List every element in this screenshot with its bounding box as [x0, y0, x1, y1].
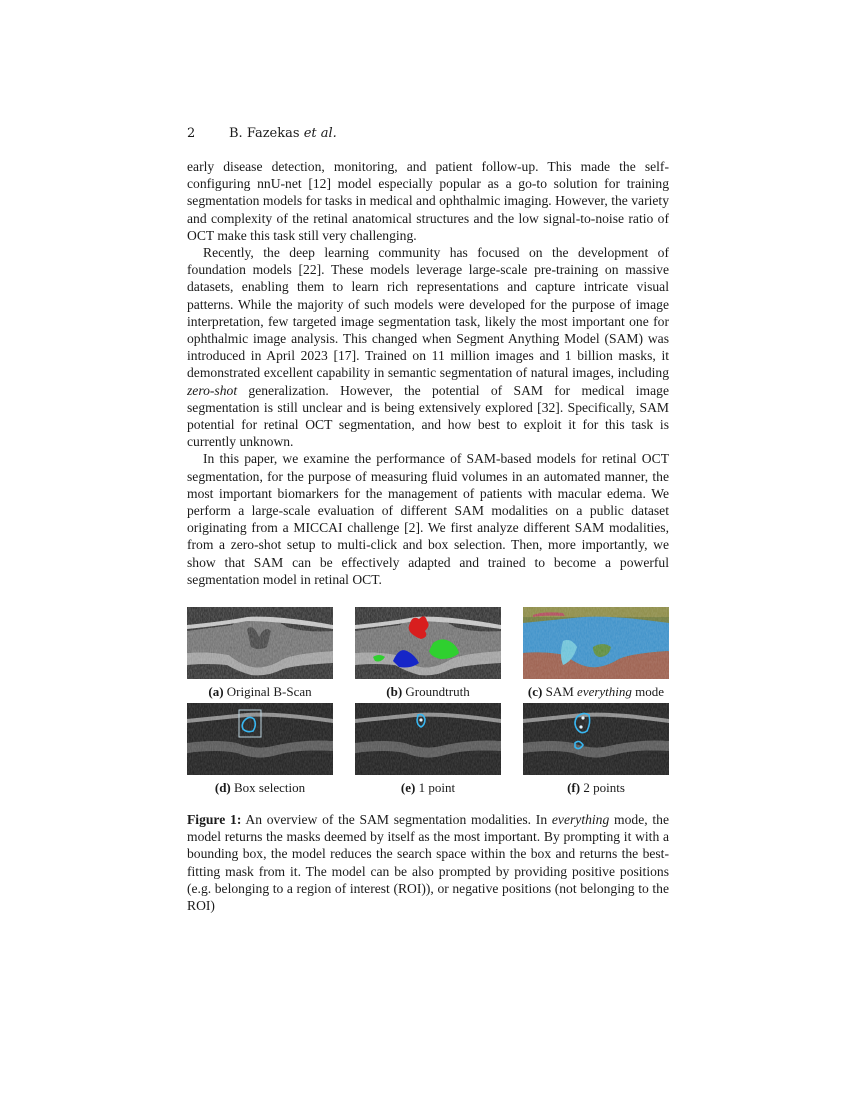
subcaption-c-tag: (c)	[527, 684, 543, 699]
subcaption-f-tag: (f)	[567, 780, 581, 795]
figure-b-groundtruth	[355, 607, 501, 679]
subcaption-d-tag: (d)	[214, 780, 231, 795]
paragraph-2-emphasis: zero-shot	[187, 382, 238, 398]
figure-f-two-points	[523, 703, 669, 775]
subcaption-a-label: Original B-Scan	[226, 684, 312, 699]
subcaption-d	[175, 780, 345, 796]
subcaption-c-label-post: mode	[631, 684, 665, 699]
subcaption-b-label: Groundtruth	[405, 684, 470, 699]
figure-c-sam-everything	[523, 607, 669, 679]
subcaption-b-tag: (b)	[386, 684, 403, 699]
subcaption-c-label-em: everything	[577, 684, 632, 699]
author-name: B. Fazekas	[229, 126, 300, 141]
author-suffix: et al.	[303, 126, 337, 141]
figure-caption-tag: Figure 1:	[187, 812, 242, 827]
figure-a-original-bscan	[187, 607, 333, 679]
subcaption-f-label: 2 points	[583, 780, 625, 795]
paragraph-1: early disease detection, monitoring, and patient follow-up. This made the self-configuring nnU-net [12] model especially popular as a go-to solution for training segmentation models for tasks in medical and ophthalmic imaging. However, the variety and complexity of the retinal anatomical structures and the low signal-to-noise ratio of OCT make this task still very challenging.	[187, 159, 669, 243]
paragraph-2-part-a: Recently, the deep learning community has focused on the development of foundation models [22]. These models leverage large-scale pre-training on massive datasets, enabling them to learn rich representations and capture intricate visual patterns. While the majority of such models were developed for the purpose of image interpretation, few targeted image segmentation task, likely the most important one for ophthalmic image analysis. This changed when Segment Anything Model (SAM) was introduced in April 2023 [17]. Trained on 11 million images and 1 billion masks, it demonstrated excellent capability in semantic segmentation of natural images, including	[187, 245, 669, 381]
figure-caption-text-1: An overview of the SAM segmentation modalities. In	[241, 812, 552, 827]
figure-caption	[187, 811, 669, 914]
paragraph-2-part-b: generalization. However, the potential of SAM for medical image segmentation is still unclear and is being extensively explored [32]. Specifically, SAM potential for retinal OCT segmentation, and how best to exploit it for this task is currently unknown.	[187, 382, 669, 450]
figure-caption-emphasis: everything	[551, 812, 610, 827]
figure-e-one-point	[355, 703, 501, 775]
figure-d-box-selection	[187, 703, 333, 775]
figure-caption-text-2: mode, the model returns the masks deemed by itself as the most important. By prompting it with a bounding box, the model reduces the search space within the box and returns the best-fitting mask from it. The model can be also prompted by providing positive positions (e.g. belonging to a region of interest (ROI)), or negative positions (not belonging to the ROI)	[187, 812, 669, 914]
paragraph-3: In this paper, we examine the performance of SAM-based models for retinal OCT segmentation, for the purpose of measuring fluid volumes in an automated manner, the most important biomarkers for the management of patients with macular edema. We perform a large-scale evaluation of different SAM modalities on a public dataset originating from a MICCAI challenge [2]. We first analyze different SAM modalities, from a zero-shot setup to multi-click and box selection. Then, more importantly, we show that SAM can be effectively adapted and trained to become a powerful segmentation model in retinal OCT.	[187, 451, 669, 587]
subcaption-a	[175, 684, 345, 700]
subcaption-c	[511, 684, 681, 700]
body-text	[187, 158, 669, 588]
subcaption-d-label: Box selection	[234, 780, 306, 795]
paragraph-2	[187, 244, 669, 450]
subcaption-e-tag: (e)	[400, 780, 416, 795]
page-number: 2	[187, 126, 196, 141]
subcaption-e	[343, 780, 513, 796]
page-header	[187, 126, 337, 141]
subcaption-c-label-pre: SAM	[545, 684, 578, 699]
subcaption-b	[343, 684, 513, 700]
subcaption-a-tag: (a)	[208, 684, 224, 699]
subcaption-f	[511, 780, 681, 796]
subcaption-e-label: 1 point	[418, 780, 456, 795]
